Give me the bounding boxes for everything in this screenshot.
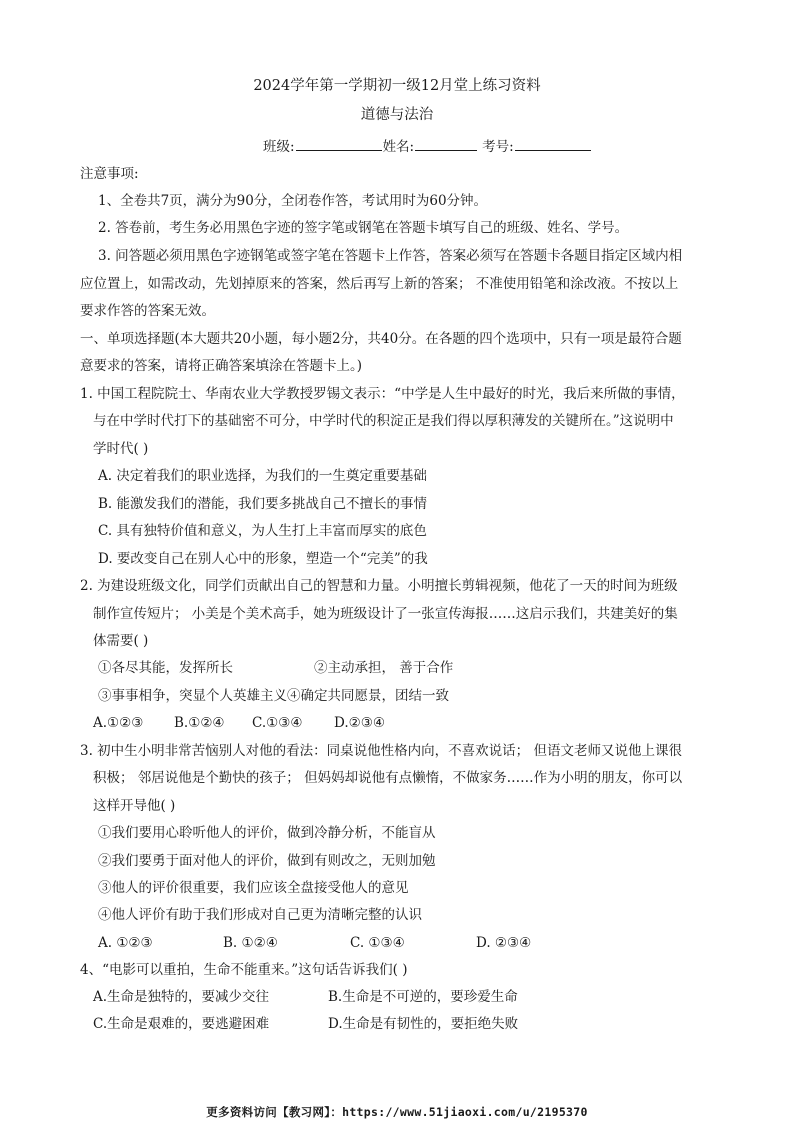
q1-option-a: A. 决定着我们的职业选择，为我们的一生奠定重要基础	[98, 468, 427, 484]
q2-item-2: ②主动承担， 善于合作	[314, 660, 454, 676]
q4-option-c: C.生命是艰难的，要逃避困难	[93, 1016, 270, 1032]
notes-heading: 注意事项:	[80, 166, 139, 182]
section1-heading-line-2: 意要求的答案，请将正确答案填涂在答题卡上。)	[80, 358, 363, 374]
footer	[0, 1104, 794, 1120]
q3-stem-line-3: 这样开导他( )	[93, 798, 176, 814]
name-blank	[415, 137, 477, 151]
number-blank	[515, 137, 591, 151]
footer-link[interactable]: 更多资料访问【教习网】：https://www.51jiaoxi.com/u/2195370	[206, 1105, 588, 1119]
q3-option-a: A. ①②③	[98, 935, 153, 951]
note-item-1: 1、全卷共7页，满分为90分，全闭卷作答，考试用时为60分钟。	[98, 193, 488, 209]
q1-option-c: C. 具有独特价值和意义，为人生打上丰富而厚实的底色	[98, 523, 427, 539]
q4-option-a: A.生命是独特的，要减少交往	[93, 989, 270, 1005]
q4-stem: 4、“电影可以重拍，生命不能重来。”这句话告诉我们( )	[80, 962, 408, 978]
q1-stem-line-1: 1. 中国工程院院士、华南农业大学教授罗锡文表示：“中学是人生中最好的时光，我后来所做的事情，	[80, 386, 685, 402]
q4-option-b: B.生命是不可逆的，要珍爱生命	[328, 989, 518, 1005]
q4-option-d: D.生命是有韧性的，要拒绝失败	[328, 1016, 519, 1032]
number-label: 考号:	[482, 139, 514, 155]
note-item-3-line-3: 要求作答的答案无效。	[80, 303, 215, 319]
q1-option-b: B. 能激发我们的潜能，我们要多挑战自己不擅长的事情	[98, 496, 428, 512]
q3-item-2: ②我们要勇于面对他人的评价，做到有则改之，无则加勉	[98, 853, 436, 869]
q3-item-3: ③他人的评价很重要，我们应该全盘接受他人的意见	[98, 880, 409, 896]
q2-option-c: C.①③④	[252, 715, 303, 731]
note-item-2: 2. 答卷前，考生务必用黑色字迹的签字笔或钢笔在答题卡填写自己的班级、姓名、学号。	[98, 220, 629, 236]
q2-option-b: B.①②④	[174, 715, 225, 731]
q2-stem-line-2: 制作宣传短片； 小美是个美术高手，她为班级设计了一张宣传海报……这启示我们，共建美好的集	[93, 606, 678, 622]
q2-stem-line-3: 体需要( )	[93, 633, 149, 649]
q2-option-a: A.①②③	[93, 715, 144, 731]
q2-option-d: D.②③④	[334, 715, 385, 731]
q3-stem-line-1: 3. 初中生小明非常苦恼别人对他的看法：同桌说他性格内向，不喜欢说话； 但语文老师又说他上课很	[80, 743, 682, 759]
q3-item-1: ①我们要用心聆听他人的评价，做到冷静分析，不能盲从	[98, 825, 436, 841]
q2-item-3: ③事事相争，突显个人英雄主义④确定共同愿景，团结一致	[98, 688, 449, 704]
q3-item-4: ④他人评价有助于我们形成对自己更为清晰完整的认识	[98, 907, 422, 923]
class-label: 班级:	[263, 139, 295, 155]
q1-stem-line-3: 学时代( )	[93, 441, 149, 457]
name-label: 姓名:	[382, 139, 415, 155]
q3-option-c: C. ①③④	[350, 935, 405, 951]
q1-stem-line-2: 与在中学时代打下的基础密不可分，中学时代的积淀正是我们得以厚积薄发的关键所在。”这说明中	[93, 413, 674, 429]
q2-item-1: ①各尽其能，发挥所长	[98, 660, 233, 676]
student-info-row	[263, 137, 592, 156]
note-item-3-line-1: 3. 问答题必须用黑色字迹钢笔或签字笔在答题卡上作答，答案必须写在答题卡各题目指定区域内相	[98, 248, 683, 264]
note-item-3-line-2: 应位置上，如需改动，先划掉原来的答案，然后再写上新的答案； 不准使用铅笔和涂改液。不按以上	[80, 276, 679, 292]
exam-title: 2024学年第一学期初一级12月堂上练习资料	[253, 78, 541, 94]
q3-option-b: B. ①②④	[223, 935, 278, 951]
class-blank	[296, 137, 382, 151]
subject-title: 道德与法治	[360, 107, 434, 123]
section1-heading-line-1: 一、单项选择题(本大题共20小题，每小题2分，共40分。在各题的四个选项中，只有一项是最符合题	[80, 331, 682, 347]
q1-option-d: D. 要改变自己在别人心中的形象，塑造一个“完美”的我	[98, 551, 428, 567]
q3-option-d: D. ②③④	[476, 935, 532, 951]
q2-stem-line-1: 2. 为建设班级文化，同学们贡献出自己的智慧和力量。小明擅长剪辑视频，他花了一天的时间为班级	[80, 578, 678, 594]
q3-stem-line-2: 积极； 邻居说他是个勤快的孩子； 但妈妈却说他有点懒惰，不做家务……作为小明的朋友，你可以	[93, 770, 683, 786]
